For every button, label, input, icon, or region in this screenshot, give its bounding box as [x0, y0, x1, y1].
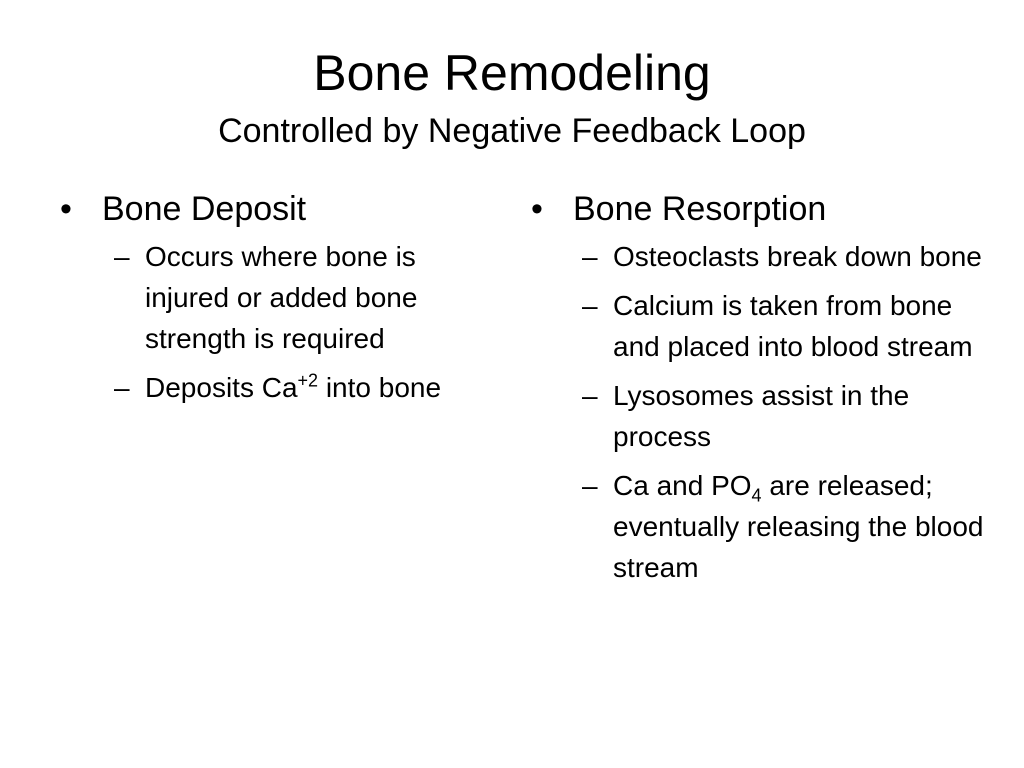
bullet-bone-deposit	[60, 188, 490, 230]
text-segment: Ca and PO	[613, 470, 752, 501]
text-segment: are released; eventually releasing the blood stream	[613, 470, 984, 583]
sub-item-text: Calcium is taken from bone and placed into blood stream	[613, 290, 973, 362]
dash-icon: –	[582, 290, 598, 321]
sub-item-text	[613, 465, 1001, 588]
sub-item	[582, 236, 1001, 277]
text-segment: Deposits Ca	[145, 372, 298, 403]
sub-item-text	[145, 367, 490, 408]
subscript: 4	[751, 485, 762, 506]
bullet-heading: Bone Resorption	[573, 190, 827, 228]
text-segment: into bone	[318, 372, 442, 403]
dash-icon: –	[114, 241, 130, 272]
dash-icon: –	[582, 470, 598, 501]
sub-item	[114, 236, 490, 359]
sub-item	[582, 465, 1001, 588]
dash-icon: –	[582, 241, 598, 272]
sub-item	[582, 375, 1001, 457]
slide-subtitle: Controlled by Negative Feedback Loop	[218, 112, 806, 150]
bullet-heading: Bone Deposit	[102, 190, 307, 228]
slide-title: Bone Remodeling	[313, 45, 711, 101]
right-column	[531, 188, 1001, 596]
sub-list	[531, 236, 1001, 588]
sub-item-text: Occurs where bone is injured or added bone strength is required	[145, 241, 418, 354]
bullet-bone-resorption	[531, 188, 1001, 230]
left-column	[60, 188, 490, 416]
sub-item	[582, 285, 1001, 367]
sub-item-text: Lysosomes assist in the process	[613, 380, 910, 452]
dash-icon: –	[114, 372, 130, 403]
bullet-icon: •	[60, 190, 72, 228]
bullet-icon: •	[531, 190, 543, 228]
dash-icon: –	[582, 380, 598, 411]
superscript: +2	[297, 370, 319, 391]
sub-item	[114, 367, 490, 408]
sub-list	[60, 236, 490, 408]
sub-item-text: Osteoclasts break down bone	[613, 241, 982, 272]
